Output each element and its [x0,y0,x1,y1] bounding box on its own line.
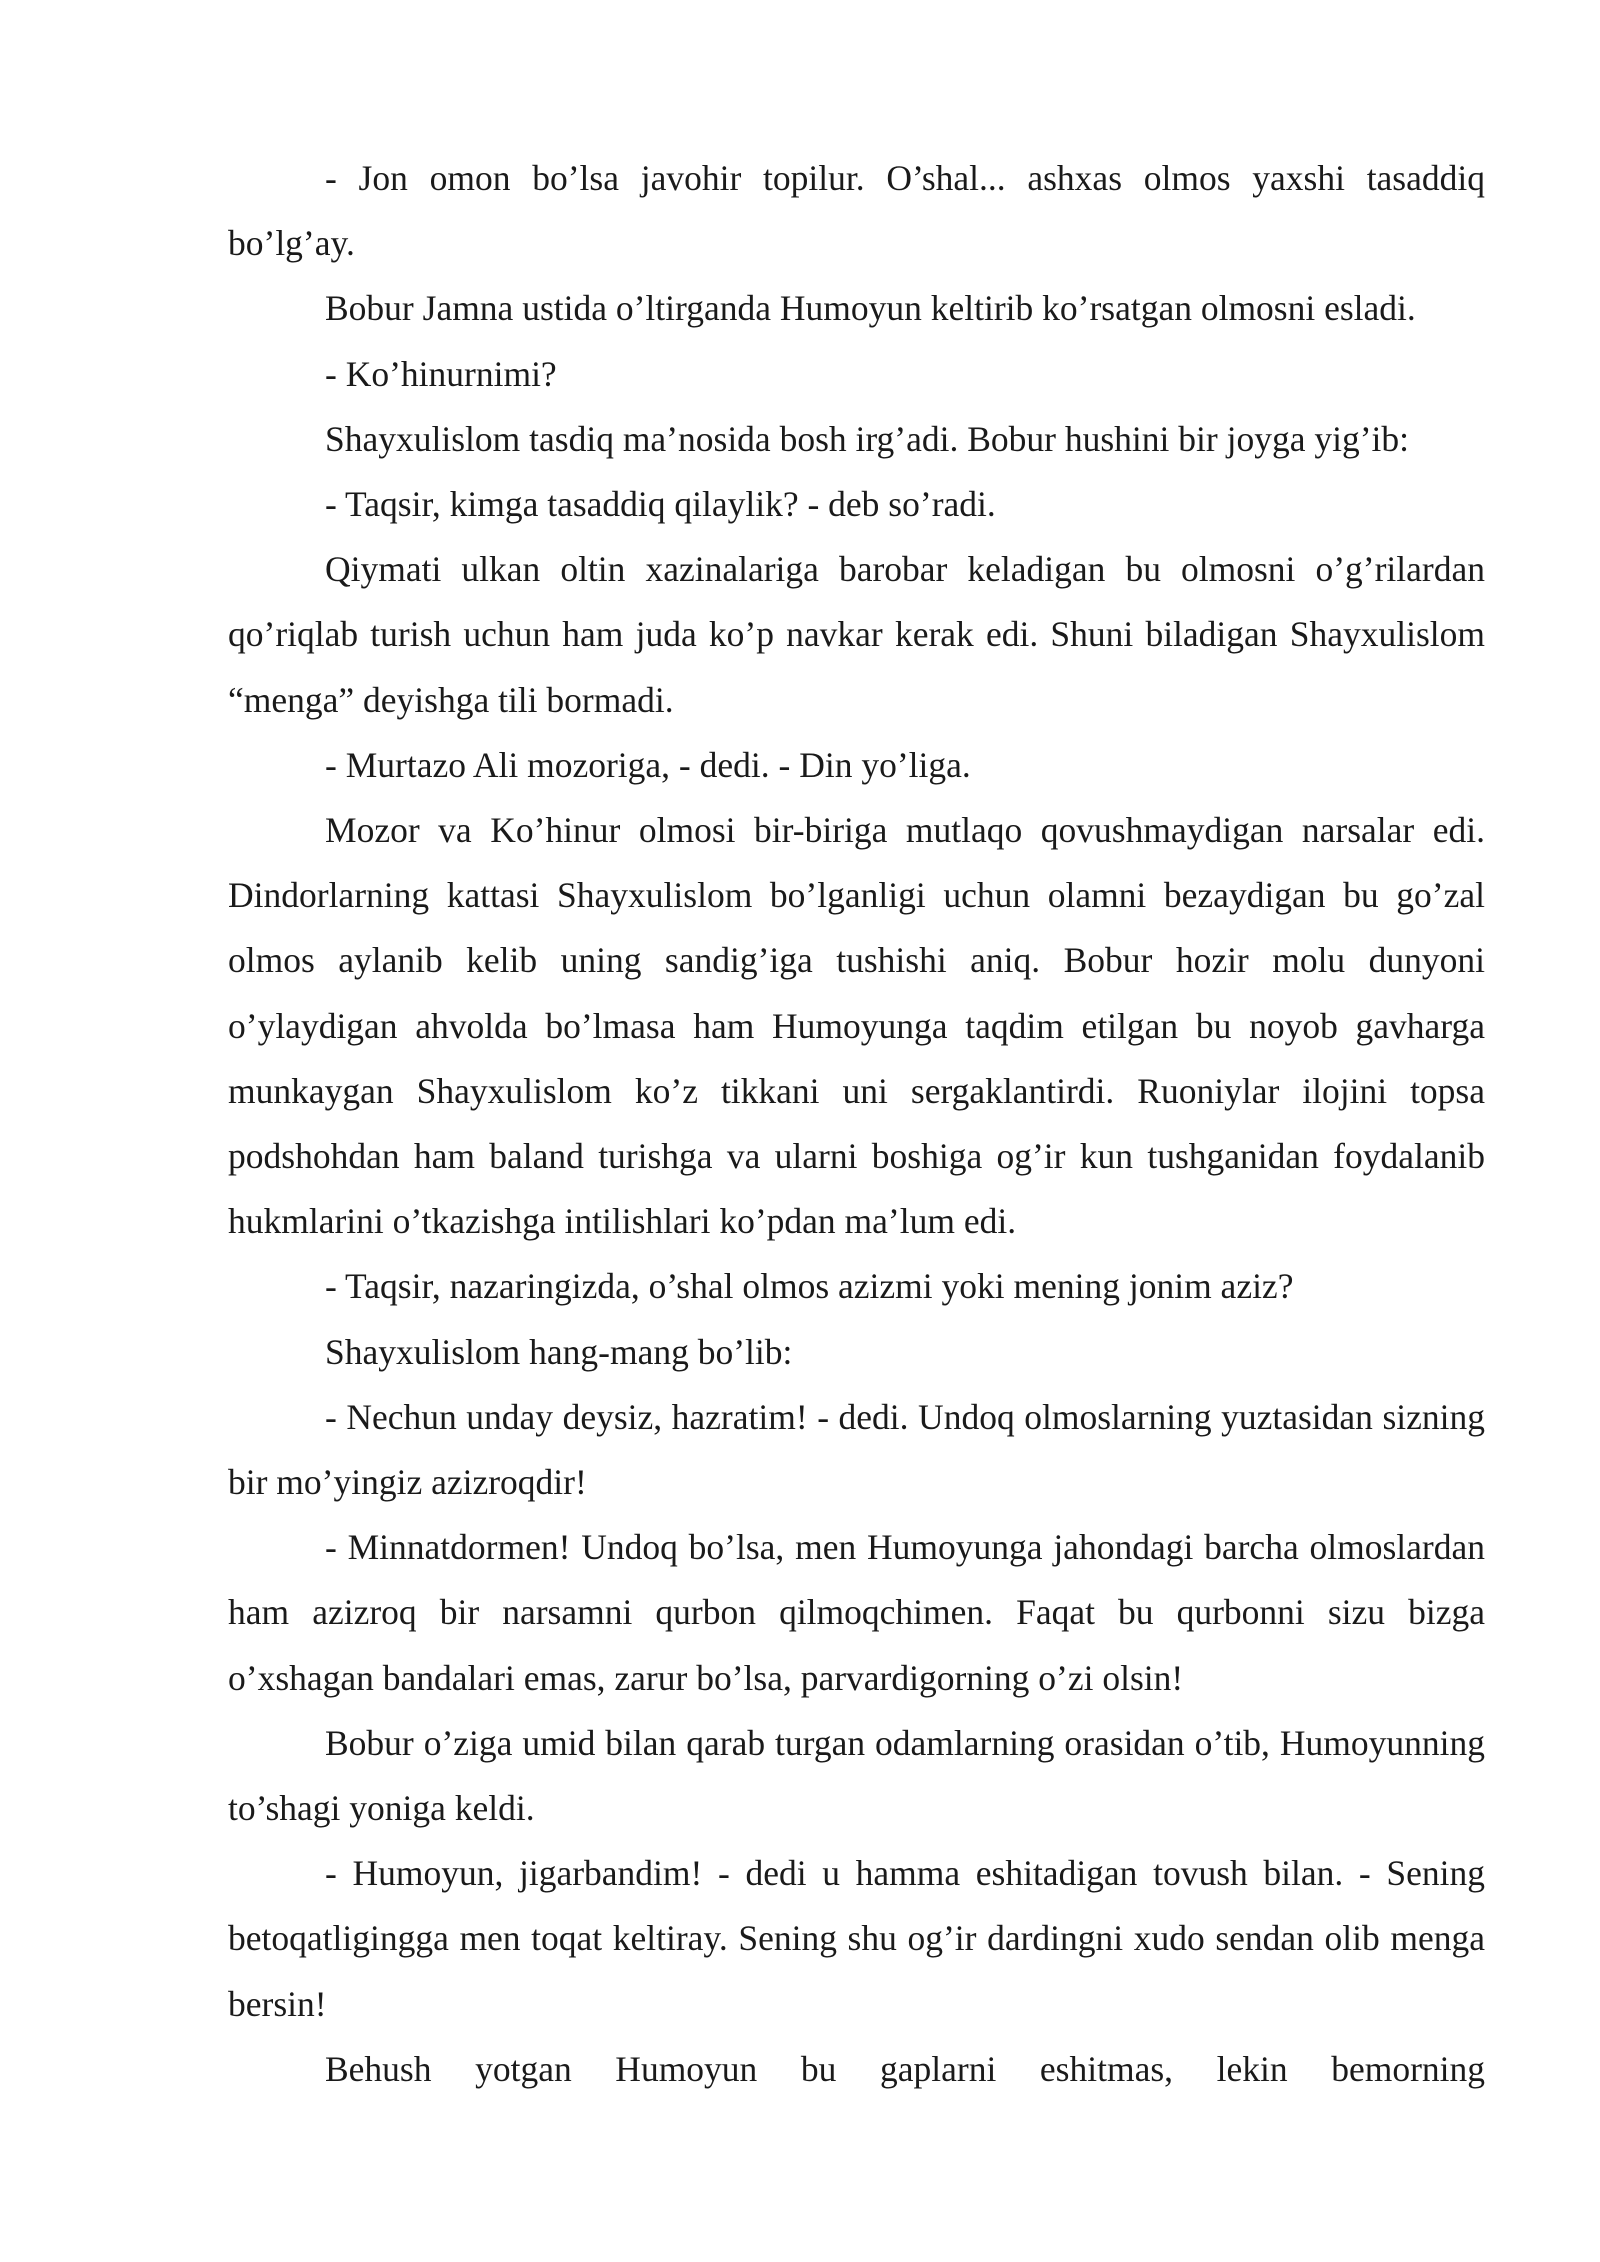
paragraph: - Nechun unday deysiz, hazratim! - dedi. Undoq olmoslarning yuztasidan sizning bir mo’yingiz azizroqdir! [228,1396,1485,1503]
paragraph: - Ko’hinurnimi? [325,353,557,394]
paragraph: Shayxulislom tasdiq ma’nosida bosh irg’adi. Bobur hushini bir joyga yig’ib: [325,418,1409,459]
paragraph: Mozor va Ko’hinur olmosi bir-biriga mutlaqo qovushmaydigan narsalar edi. Dindorlarning kattasi Shayxulislom bo’lganligi uchun olamni bezaydigan bu go’zal olmos aylanib kelib uning sandig’iga tushishi aniq. Bobur hozir molu dunyoni o’ylaydigan ahvolda bo’lmasa ham Humoyunga taqdim etilgan bu noyob gavharga munkaygan Shayxulislom ko’z tikkani uni sergaklantirdi. Ruoniylar ilojini topsa podshohdan ham baland turishga va ularni boshiga og’ir kun tushganidan foydalanib hukmlarini o’tkazishga intilishlari ko’pdan ma’lum edi. [228,810,1485,1242]
paragraph: Qiymati ulkan oltin xazinalariga barobar keladigan bu olmosni o’g’rilardan qo’riqlab turish uchun ham juda ko’p navkar kerak edi. Shuni biladigan Shayxulislom “menga” deyishga tili bormadi. [228,549,1485,720]
paragraph: Bobur o’ziga umid bilan qarab turgan odamlarning orasidan o’tib, Humoyunning to’shagi yoniga keldi. [228,1722,1485,1829]
document-page [228,146,1485,2102]
paragraph: Behush yotgan Humoyun bu gaplarni eshitmas, lekin bemorning [325,2048,1485,2089]
paragraph: - Taqsir, nazaringizda, o’shal olmos azizmi yoki mening jonim aziz? [325,1266,1294,1307]
paragraph: - Humoyun, jigarbandim! - dedi u hamma eshitadigan tovush bilan. - Sening betoqatligingga men toqat keltiray. Sening shu og’ir dardingni xudo sendan olib menga bersin! [228,1853,1485,2024]
paragraph: - Taqsir, kimga tasaddiq qilaylik? - deb so’radi. [325,484,996,525]
paragraph: - Murtazo Ali mozoriga, - dedi. - Din yo’liga. [325,744,971,785]
paragraph: Bobur Jamna ustida o’ltirganda Humoyun keltirib ko’rsatgan olmosni esladi. [325,288,1416,329]
paragraph: Shayxulislom hang-mang bo’lib: [325,1331,793,1372]
paragraph: - Jon omon bo’lsa javohir topilur. O’shal... ashxas olmos yaxshi tasaddiq bo’lg’ay. [228,158,1485,264]
paragraph: - Minnatdormen! Undoq bo’lsa, men Humoyunga jahondagi barcha olmoslardan ham azizroq bir narsamni qurbon qilmoqchimen. Faqat bu qurbonni sizu bizga o’xshagan bandalari emas, zarur bo’lsa, parvardigorning o’zi olsin! [228,1527,1485,1698]
